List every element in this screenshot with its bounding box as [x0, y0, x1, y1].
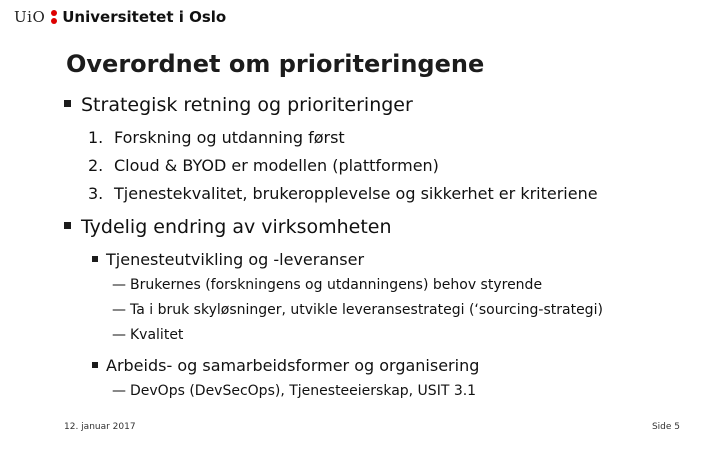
dash-item-text: DevOps (DevSecOps), Tjenesteeierskap, USIT 3.1 — [130, 383, 477, 399]
dash-bullet-icon: — — [112, 302, 126, 318]
dash-bullet-icon: — — [112, 327, 126, 343]
bullet-tydelig-endring — [64, 216, 392, 238]
dash-bullet-icon: — — [112, 383, 126, 399]
numbered-item-3 — [88, 184, 598, 203]
numbered-item-1 — [88, 128, 345, 147]
square-bullet-icon — [92, 362, 98, 368]
square-bullet-icon — [92, 256, 98, 262]
bullet-text: Strategisk retning og prioriteringer — [81, 94, 413, 116]
item-text: Tjenestekvalitet, brukeropplevelse og sikkerhet er kriteriene — [114, 184, 598, 203]
square-bullet-icon — [64, 100, 71, 107]
numbered-item-2 — [88, 156, 439, 175]
uio-logo — [14, 8, 226, 26]
dash-bullet-icon: — — [112, 277, 126, 293]
dash-item-text: Brukernes (forskningens og utdanningens) behov styrende — [130, 277, 543, 293]
dash-item-kvalitet — [112, 327, 183, 343]
footer-page-number: Side 5 — [651, 422, 680, 432]
dash-item-text: Ta i bruk skyløsninger, utvikle leveransestrategi (‘sourcing-strategi) — [130, 302, 603, 318]
bullet-text: Tydelig endring av virksomheten — [81, 216, 392, 238]
footer-date: 12. januar 2017 — [64, 422, 136, 432]
item-number: 2. — [88, 156, 104, 175]
bullet-strategisk-retning — [64, 94, 413, 116]
logo-dots-icon — [51, 10, 57, 24]
item-number: 1. — [88, 128, 104, 147]
slide-title: Overordnet om prioriteringene — [66, 50, 485, 78]
logo-short-text: UiO — [14, 8, 46, 26]
dash-item-text: Kvalitet — [130, 327, 184, 343]
dash-item-devops — [112, 383, 476, 399]
item-text: Forskning og utdanning først — [114, 128, 345, 147]
dash-item-skylosninger — [112, 302, 603, 318]
item-text: Cloud & BYOD er modellen (plattformen) — [114, 156, 439, 175]
sub-bullet-arbeidsformer — [92, 356, 479, 375]
dash-item-brukernes — [112, 277, 542, 293]
square-bullet-icon — [64, 222, 71, 229]
logo-name-text: Universitetet i Oslo — [62, 8, 227, 26]
item-number: 3. — [88, 184, 104, 203]
sub-bullet-text: Arbeids- og samarbeidsformer og organisering — [106, 356, 480, 375]
sub-bullet-text: Tjenesteutvikling og -leveranser — [106, 250, 365, 269]
sub-bullet-tjenesteutvikling — [92, 250, 364, 269]
